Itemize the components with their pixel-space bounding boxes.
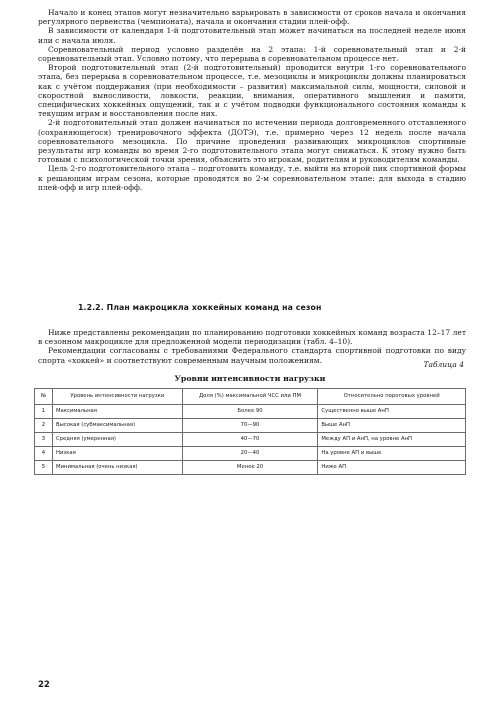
intensity-levels-table <box>34 388 466 475</box>
table-cell: 1 <box>35 405 53 419</box>
paragraph: Рекомендации согласованы с требованиями Федерального стандарта спортивной подготовки по виду спорта «хоккей» и соответствуют современным научным положениям. <box>38 346 466 365</box>
paragraph: Второй подготовительный этап (2-й подготовительный) проводится внутри 1-го соревновательного этапа, без перерыва в соревновательном процессе, т.е. мезоциклы и микроциклы должны планироваться как с учётом поддержания (при необходимости – развития) максимальной силы, мощности, силовой и скоростной выносливости, ловкости, реакции, внимания, оперативного мышления и памяти, специфических хоккейных ощущений, так и с учётом подводки функционального состояния команды к текущим играм и восстановления после них. <box>38 63 466 119</box>
table-cell: 3 <box>35 433 53 447</box>
paragraph: Ниже представлены рекомендации по планированию подготовки хоккейных команд возраста 12–17 лет в сезонном макроцикле для предложенной модели периодизации (табл. 4–10). <box>38 328 466 347</box>
paragraph: Соревновательный период условно разделён на 2 этапа: 1-й соревновательный этап и 2-й соревновательный этап. Условно потому, что перерыва в соревновательном процессе нет. <box>38 44 466 64</box>
table-row <box>35 433 466 447</box>
paragraph: В зависимости от календаря 1-й подготовительный этап может начинаться на последней неделе июня или с начала июля. <box>38 26 466 45</box>
table-caption: Таблица 4 <box>423 360 464 369</box>
table-cell: Более 90 <box>182 405 318 419</box>
table-cell: Ниже АП <box>318 461 466 475</box>
table-header-cell: Доля (%) максимальной ЧСС или ПМ <box>182 389 318 405</box>
table-cell: Выше АнП <box>318 419 466 433</box>
table-row <box>35 405 466 419</box>
paragraph: Цель 2-го подготовительного этапа – подготовить команду, т.е. выйти на второй пик спортивной формы к решающим играм сезона, которые проводятся во 2-м соревновательном этапе: для выхода в стадию плей-офф и игр плей-офф. <box>38 164 466 192</box>
table-header-cell: Уровень интенсивности нагрузки <box>52 389 182 405</box>
table-cell: 40—70 <box>182 433 318 447</box>
recommendations-text-block <box>38 328 466 365</box>
table-cell: 4 <box>35 447 53 461</box>
table-cell: 5 <box>35 461 53 475</box>
table-header-cell: № <box>35 389 53 405</box>
table-header-cell: Относительно пороговых уровней <box>318 389 466 405</box>
section-heading: 1.2.2. План макроцикла хоккейных команд на сезон <box>78 303 322 312</box>
page-number: 22 <box>38 680 50 690</box>
table-title: Уровни интенсивности нагрузки <box>174 374 326 383</box>
table-row <box>35 461 466 475</box>
table-row <box>35 447 466 461</box>
paragraph: 2-й подготовительный этап должен начинаться по истечении периода долговременного отставленного (сохраняющегося) тренировочного эффекта (ДОТЭ), т.е. примерно через 12 недель после начала соревновательного мезоцикла. По причине проведения развивающих микроциклов спортивные результаты игр команды во время 2-го подготовительного этапа могут снижаться. К этому нужно быть готовым с психологической точки зрения, объяснить это игрокам, родителям и руководителям команды. <box>38 118 466 165</box>
table-cell: На уровне АП и выше <box>318 447 466 461</box>
table-cell: Существенно выше АнП <box>318 405 466 419</box>
table-row <box>35 419 466 433</box>
table-cell: Максимальная <box>52 405 182 419</box>
table-cell: 2 <box>35 419 53 433</box>
table-cell: Между АП и АнП, на уровне АнП <box>318 433 466 447</box>
table-cell: Минимальная (очень низкая) <box>52 461 182 475</box>
table-cell: Менее 20 <box>182 461 318 475</box>
intro-text-block <box>38 8 466 192</box>
paragraph: Начало и конец этапов могут незначительно варьировать в зависимости от сроков начала и окончания регулярного первенства (чемпионата), начала и окончания стадии плей-офф. <box>38 8 466 27</box>
table-cell: 70—90 <box>182 419 318 433</box>
table-cell: 20—40 <box>182 447 318 461</box>
table-header-row <box>35 389 466 405</box>
table-cell: Низкая <box>52 447 182 461</box>
table-cell: Средняя (умеренная) <box>52 433 182 447</box>
table-cell: Высокая (субмаксимальная) <box>52 419 182 433</box>
